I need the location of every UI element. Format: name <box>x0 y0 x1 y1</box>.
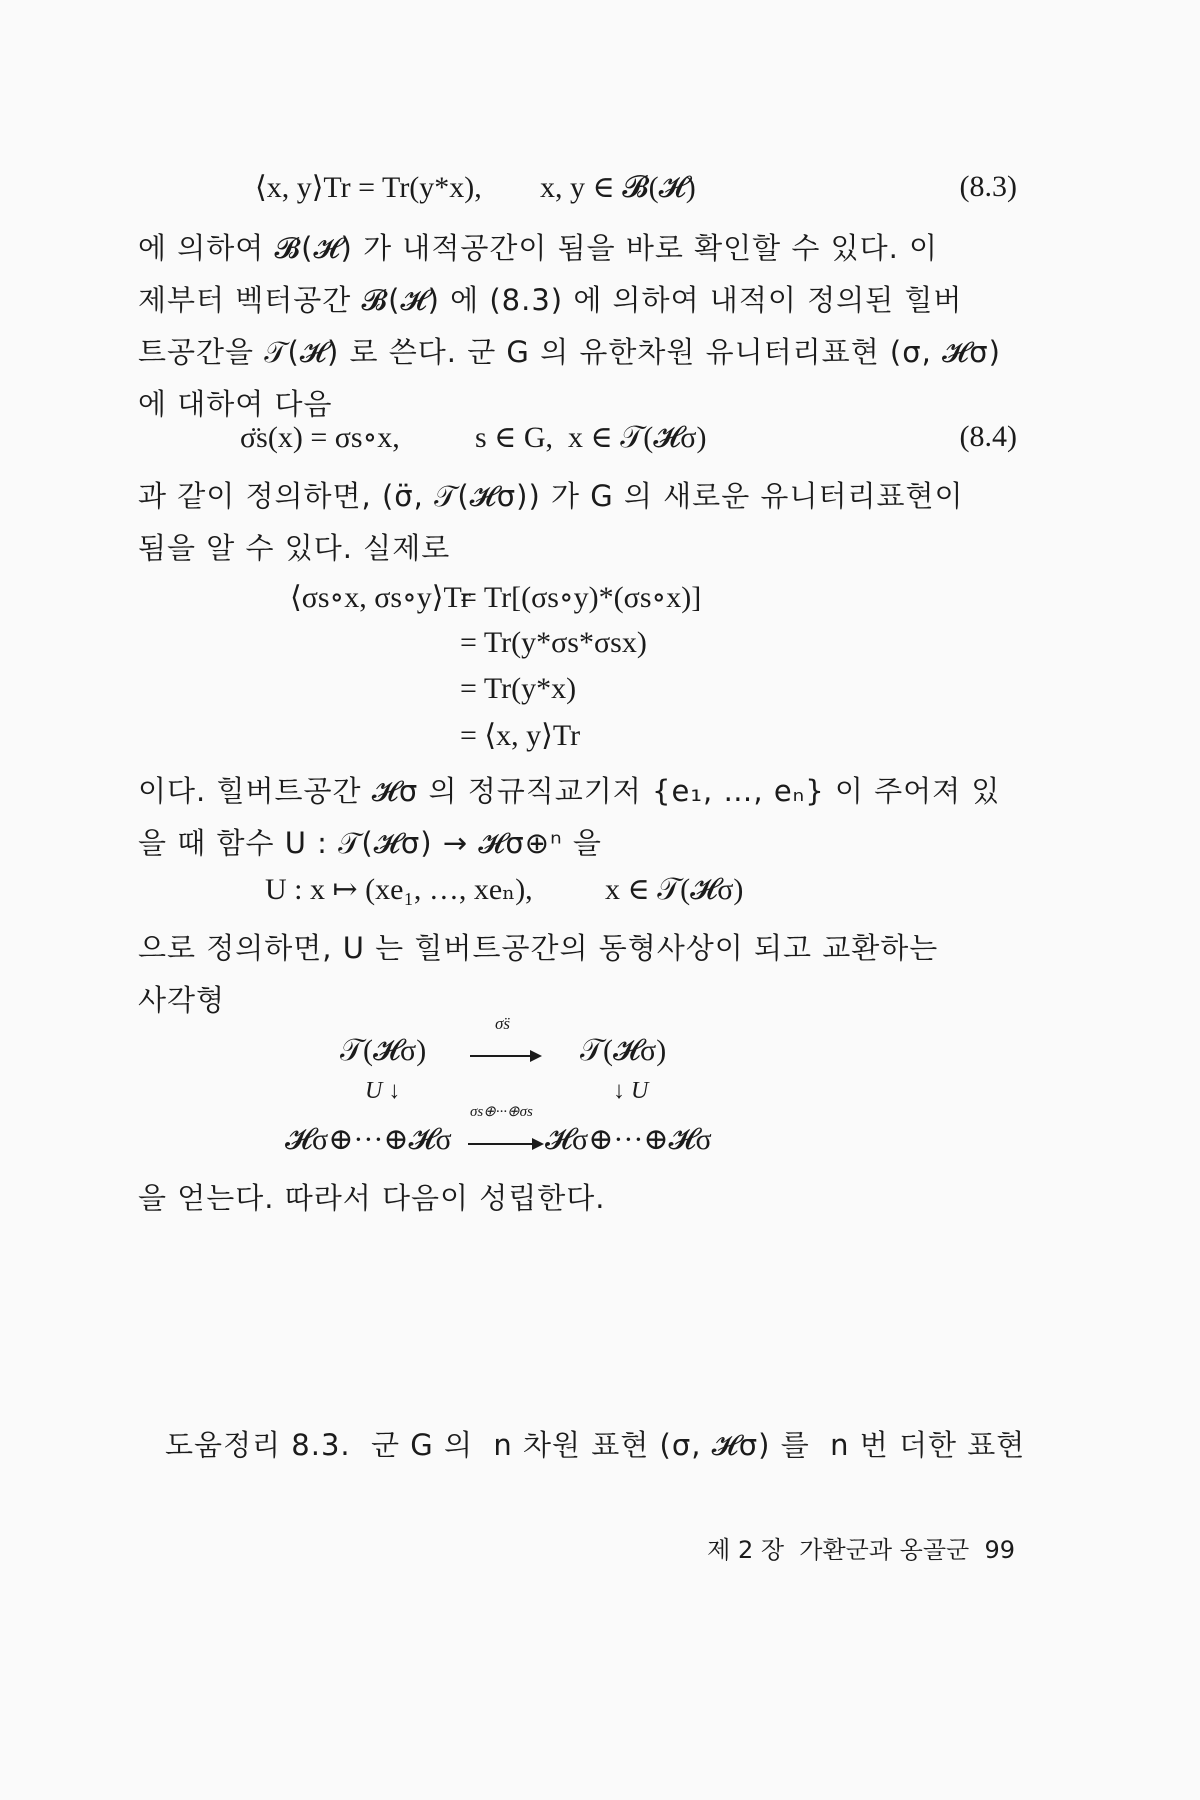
text-line: 을 때 함수 U : 𝒯(𝓗σ) → 𝓗σ⊕ⁿ 을 <box>138 826 602 860</box>
diagram-top-right: 𝒯(𝓗σ) <box>580 1034 667 1067</box>
page-footer: 제 2 장 가환군과 옹골군 99 <box>707 1536 1015 1564</box>
equation-condition: x, y ∈ 𝓑(𝓗) <box>540 171 696 204</box>
top-arrow <box>470 1055 540 1057</box>
equation-condition: x ∈ 𝒯(𝓗σ) <box>605 873 744 906</box>
paragraph-5 <box>138 1172 1028 1224</box>
paragraph-2 <box>138 470 1028 574</box>
diagram-top-left: 𝒯(𝓗σ) <box>340 1034 427 1067</box>
text-line: 사각형 <box>138 983 226 1017</box>
align-row: = Tr(y*σs*σsx) <box>460 626 647 659</box>
equation-lhs: U : x ↦ (xe₁, …, xeₙ), <box>265 873 533 906</box>
equation-8-4 <box>0 420 1200 464</box>
text-line: 됨을 알 수 있다. 실제로 <box>138 531 451 565</box>
text-line: 에 대하여 다음 <box>138 387 333 421</box>
text-line: 과 같이 정의하면, (σ̈, 𝒯(𝓗σ)) 가 G 의 새로운 유니터리표현이 <box>138 479 964 513</box>
text-line: 이다. 힐버트공간 𝓗σ 의 정규직교기저 {e₁, …, eₙ} 이 주어져 있 <box>138 774 1001 808</box>
diagram-bottom-left: 𝓗σ⊕···⊕𝓗σ <box>285 1123 452 1156</box>
paragraph-3 <box>138 765 1028 869</box>
top-arrow-label: σ̈s <box>495 1014 510 1033</box>
text-line: 제부터 벡터공간 𝓑(𝓗) 에 (8.3) 에 의하여 내적이 정의된 힐버 <box>138 283 963 317</box>
text-line: 트공간을 𝒯(𝓗) 로 쓴다. 군 G 의 유한차원 유니터리표현 (σ, 𝓗σ) <box>138 335 1001 369</box>
align-row: = ⟨x, y⟩Tr <box>460 719 581 752</box>
text-line: 을 얻는다. 따라서 다음이 성립한다. <box>138 1181 606 1215</box>
equation-number: (8.4) <box>959 420 1017 453</box>
equation-8-3 <box>0 170 1200 214</box>
equation-lhs: ⟨x, y⟩Tr = Tr(y*x), <box>255 171 482 204</box>
align-lhs: ⟨σs∘x, σs∘y⟩Tr <box>290 581 471 614</box>
right-vertical-arrow: ↓ U <box>613 1078 649 1104</box>
text-line: 에 의하여 𝓑(𝓗) 가 내적공간이 됨을 바로 확인할 수 있다. 이 <box>138 231 939 265</box>
equation-u <box>0 872 1200 916</box>
lemma-heading: 도움정리 8.3. 군 G 의 n 차원 표현 (σ, 𝓗σ) 를 n 번 더한 표현 <box>165 1428 1026 1462</box>
paragraph-1 <box>138 222 1028 430</box>
equation-number: (8.3) <box>959 170 1017 203</box>
equation-lhs: σ̈s(x) = σs∘x, <box>240 421 400 454</box>
left-vertical-arrow: U ↓ <box>365 1078 401 1104</box>
bottom-arrow <box>468 1143 542 1145</box>
align-row: = Tr[(σs∘y)*(σs∘x)] <box>460 581 702 614</box>
text-line: 으로 정의하면, U 는 힐버트공간의 동형사상이 되고 교환하는 <box>138 931 939 965</box>
equation-condition: s ∈ G, x ∈ 𝒯(𝓗σ) <box>475 421 707 454</box>
bottom-arrow-label: σs⊕···⊕σs <box>470 1104 533 1120</box>
align-row: = Tr(y*x) <box>460 672 577 705</box>
diagram-bottom-right: 𝓗σ⊕···⊕𝓗σ <box>545 1123 712 1156</box>
commutative-diagram <box>0 1010 1200 1160</box>
